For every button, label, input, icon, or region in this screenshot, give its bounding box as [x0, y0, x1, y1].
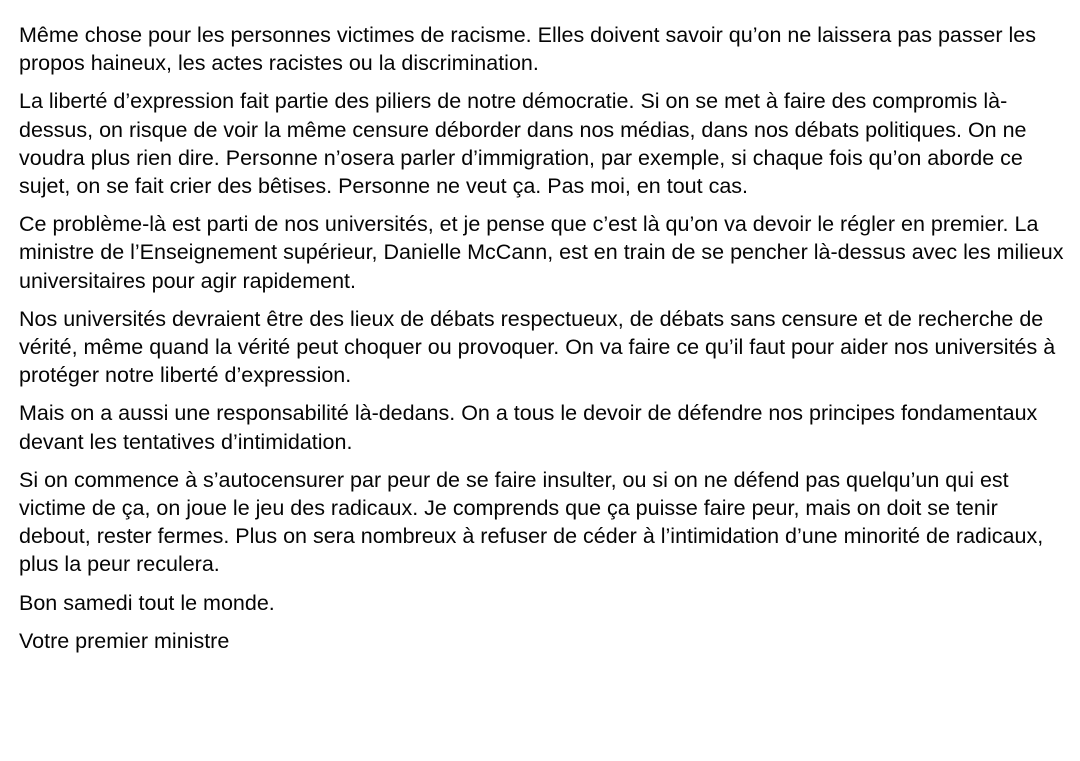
post-paragraph: Même chose pour les personnes victimes de racisme. Elles doivent savoir qu’on ne laissera pas passer les propos haineux, les actes racistes ou la discrimination.	[19, 23, 1036, 76]
post-paragraph: La liberté d’expression fait partie des piliers de notre démocratie. Si on se met à faire des compromis là-dessus, on risque de voir la même censure déborder dans nos médias, dans nos débats politiques. On ne voudra plus rien dire. Personne n’osera parler d’immigration, par exemple, si chaque fois qu’on aborde ce sujet, on se fait crier des bêtises. Personne ne veut ça. Pas moi, en tout cas.	[19, 89, 1027, 199]
cut-off-text-line	[19, 0, 1069, 11]
post-body	[19, 0, 1069, 665]
post-paragraph: Nos universités devraient être des lieux de débats respectueux, de débats sans censure et de recherche de vérité, même quand la vérité peut choquer ou provoquer. On va faire ce qu’il faut pour aider nos universités à protéger notre liberté d’expression.	[19, 306, 1056, 388]
post-signature: Votre premier ministre	[19, 628, 230, 653]
post-paragraph: Si on commence à s’autocensurer par peur de se faire insulter, ou si on ne défend pas quelqu’un qui est victime de ça, on joue le jeu des radicaux. Je comprends que ça puisse faire peur, mais on doit se tenir debout, rester fermes. Plus on sera nombreux à refuser de céder à l’intimidation d’une minorité de radicaux, plus la peur reculera.	[19, 467, 1044, 577]
post-greeting: Bon samedi tout le monde.	[19, 590, 275, 615]
post-paragraph: Mais on a aussi une responsabilité là-dedans. On a tous le devoir de défendre nos principes fondamentaux devant les tentatives d’intimidation.	[19, 401, 1038, 454]
post-paragraph: Ce problème-là est parti de nos universités, et je pense que c’est là qu’on va devoir le régler en premier. La ministre de l’Enseignement supérieur, Danielle McCann, est en train de se pencher là-dessus avec les milieux universitaires pour agir rapidement.	[19, 212, 1064, 293]
